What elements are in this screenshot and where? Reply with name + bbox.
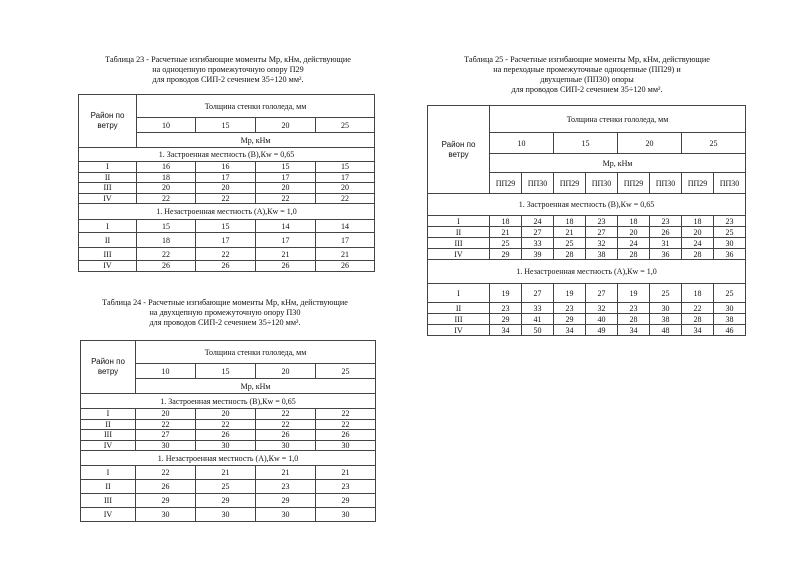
table-cell: IV xyxy=(81,440,136,451)
table-cell: 21 xyxy=(256,466,316,480)
thickness-cell: 15 xyxy=(196,118,256,133)
table-cell: 22 xyxy=(316,419,376,430)
table-cell: 23 xyxy=(316,480,376,494)
table-cell: II xyxy=(428,227,490,238)
table-cell: 26 xyxy=(196,430,256,441)
thickness-cell: 25 xyxy=(316,118,375,133)
table-cell: 32 xyxy=(586,303,618,314)
table25 xyxy=(427,105,746,336)
table-cell: 22 xyxy=(137,193,196,204)
table-cell: 25 xyxy=(490,238,522,249)
table-row xyxy=(428,227,746,238)
region-label-line: Район по xyxy=(91,357,125,366)
table-cell: 27 xyxy=(586,227,618,238)
table25-caption xyxy=(427,55,747,95)
table-cell: 18 xyxy=(682,284,714,303)
table-cell: 19 xyxy=(554,284,586,303)
caption-line: на одноцепную промежуточную опору П29 xyxy=(152,65,304,74)
type-cell: ПП30 xyxy=(714,173,746,194)
table-cell: 18 xyxy=(618,216,650,227)
table-cell: 50 xyxy=(522,325,554,336)
region-label-line: ветру xyxy=(97,121,118,130)
table-cell: 38 xyxy=(714,314,746,325)
table-cell: 25 xyxy=(714,284,746,303)
section-header: 1. Незастроенная местность (А),Кw = 1,0 xyxy=(81,451,376,466)
table-row xyxy=(428,314,746,325)
table-cell: 16 xyxy=(137,162,196,173)
table-cell: 34 xyxy=(682,325,714,336)
section-header: 1. Застроенная местность (В),Кw = 0,65 xyxy=(428,194,746,216)
table-cell: 17 xyxy=(256,172,316,183)
table-cell: 18 xyxy=(137,233,196,248)
table-cell: 30 xyxy=(714,303,746,314)
table-row xyxy=(79,172,375,183)
table-cell: 30 xyxy=(650,303,682,314)
table-cell: 21 xyxy=(316,466,376,480)
type-cell: ПП30 xyxy=(650,173,682,194)
table-cell: 22 xyxy=(682,303,714,314)
table-cell: 21 xyxy=(316,248,375,261)
table-cell: 25 xyxy=(196,480,256,494)
table-cell: 15 xyxy=(196,220,256,233)
table-cell: 40 xyxy=(586,314,618,325)
table-row xyxy=(428,249,746,260)
table-cell: I xyxy=(81,466,136,480)
table-cell: 22 xyxy=(256,409,316,420)
thickness-cell: 25 xyxy=(682,133,746,154)
table-cell: 17 xyxy=(316,233,375,248)
table-cell: 26 xyxy=(256,261,316,272)
table-cell: 32 xyxy=(586,238,618,249)
table-row xyxy=(428,238,746,249)
table-cell: 15 xyxy=(137,220,196,233)
table-cell: 29 xyxy=(490,249,522,260)
caption-line: для проводов СИП-2 сечением 35÷120 мм². xyxy=(149,318,301,327)
table-cell: IV xyxy=(428,249,490,260)
table-cell: 26 xyxy=(136,480,196,494)
table-cell: IV xyxy=(428,325,490,336)
table-cell: 27 xyxy=(586,284,618,303)
table-cell: III xyxy=(81,430,136,441)
ice-thickness-header: Толщина стенки гололеда, мм xyxy=(490,106,746,133)
table-cell: 19 xyxy=(618,284,650,303)
table-cell: 22 xyxy=(136,419,196,430)
table-cell: 22 xyxy=(316,409,376,420)
table-cell: 17 xyxy=(196,172,256,183)
thickness-cell: 15 xyxy=(554,133,618,154)
table-cell: 22 xyxy=(196,419,256,430)
table-cell: 20 xyxy=(316,183,375,194)
region-label-line: ветру xyxy=(448,149,469,159)
unit-cell: Мр, кНм xyxy=(137,133,375,148)
table-cell: 24 xyxy=(522,216,554,227)
table-cell: 33 xyxy=(522,238,554,249)
table-row xyxy=(81,430,376,441)
table-cell: 30 xyxy=(316,440,376,451)
thickness-cell: 25 xyxy=(316,364,376,379)
type-cell: ПП30 xyxy=(522,173,554,194)
table-cell: I xyxy=(428,216,490,227)
table-cell: 23 xyxy=(256,480,316,494)
table-cell: 27 xyxy=(522,284,554,303)
table-cell: II xyxy=(81,480,136,494)
table-cell: 20 xyxy=(196,183,256,194)
table-cell: 48 xyxy=(650,325,682,336)
table-row xyxy=(79,261,375,272)
table-cell: 20 xyxy=(137,183,196,194)
table-cell: 18 xyxy=(137,172,196,183)
table-cell: 28 xyxy=(682,314,714,325)
table-cell: 20 xyxy=(196,409,256,420)
table23-caption xyxy=(78,55,378,85)
region-label-line: Район по xyxy=(441,139,476,149)
thickness-cell: 20 xyxy=(256,118,316,133)
table-cell: 18 xyxy=(490,216,522,227)
caption-line: на двухцепную промежуточную опору П30 xyxy=(149,308,301,317)
thickness-cell: 20 xyxy=(256,364,316,379)
table-cell: 28 xyxy=(618,249,650,260)
table-cell: III xyxy=(79,248,137,261)
table-cell: 22 xyxy=(256,419,316,430)
table-cell: 30 xyxy=(316,508,376,522)
table-cell: 15 xyxy=(316,162,375,173)
table-cell: IV xyxy=(81,508,136,522)
table-cell: 23 xyxy=(650,216,682,227)
table-cell: 21 xyxy=(490,227,522,238)
table-cell: I xyxy=(428,284,490,303)
table-cell: III xyxy=(428,314,490,325)
table-cell: 30 xyxy=(256,440,316,451)
table-row xyxy=(81,508,376,522)
table-cell: 21 xyxy=(554,227,586,238)
table-row xyxy=(81,409,376,420)
table-cell: 28 xyxy=(618,314,650,325)
table-row xyxy=(81,494,376,508)
region-label-line: ветру xyxy=(97,367,119,376)
table-cell: 34 xyxy=(490,325,522,336)
type-cell: ПП29 xyxy=(554,173,586,194)
table-cell: 17 xyxy=(316,172,375,183)
table-cell: 22 xyxy=(316,193,375,204)
section-header: 1. Незастроенная местность (А),Кw = 1,0 xyxy=(428,260,746,284)
table-cell: 25 xyxy=(650,284,682,303)
table-cell: 22 xyxy=(136,466,196,480)
table-cell: I xyxy=(81,409,136,420)
section-header: 1. Застроенная местность (В),Кw = 0,65 xyxy=(79,148,375,162)
table-cell: 17 xyxy=(196,233,256,248)
table-cell: 30 xyxy=(256,508,316,522)
table-cell: IV xyxy=(79,193,137,204)
region-header xyxy=(81,341,136,394)
table-cell: 26 xyxy=(137,261,196,272)
table-cell: 20 xyxy=(256,183,316,194)
table-cell: 23 xyxy=(586,216,618,227)
table-row xyxy=(428,303,746,314)
table-cell: 15 xyxy=(256,162,316,173)
table-cell: 14 xyxy=(256,220,316,233)
table-cell: 29 xyxy=(256,494,316,508)
table-cell: 26 xyxy=(650,227,682,238)
region-header xyxy=(428,106,490,194)
table-cell: 30 xyxy=(196,440,256,451)
table-cell: 38 xyxy=(650,314,682,325)
table24-caption xyxy=(75,298,375,328)
region-header xyxy=(79,95,137,148)
table-cell: II xyxy=(81,419,136,430)
table-cell: 26 xyxy=(316,430,376,441)
table-cell: 22 xyxy=(256,193,316,204)
table-row xyxy=(79,248,375,261)
table-cell: 49 xyxy=(586,325,618,336)
table23 xyxy=(78,94,375,272)
table-cell: 14 xyxy=(316,220,375,233)
table-cell: I xyxy=(79,220,137,233)
table-cell: III xyxy=(81,494,136,508)
table-cell: 34 xyxy=(618,325,650,336)
table-row xyxy=(81,466,376,480)
table-cell: 16 xyxy=(196,162,256,173)
table-cell: 23 xyxy=(714,216,746,227)
type-cell: ПП29 xyxy=(618,173,650,194)
table-cell: 34 xyxy=(554,325,586,336)
table-cell: 36 xyxy=(650,249,682,260)
table-cell: 20 xyxy=(618,227,650,238)
table-row xyxy=(81,419,376,430)
table-row xyxy=(79,233,375,248)
table-cell: 41 xyxy=(522,314,554,325)
ice-thickness-header: Толщина стенки гололеда, мм xyxy=(136,341,376,364)
table-cell: 18 xyxy=(682,216,714,227)
table-cell: 30 xyxy=(136,440,196,451)
table-cell: 30 xyxy=(714,238,746,249)
table-cell: 22 xyxy=(137,248,196,261)
table-cell: 29 xyxy=(554,314,586,325)
caption-line: для проводов СИП-2 сечением 35÷120 мм². xyxy=(152,75,304,84)
table-row xyxy=(79,162,375,173)
table-row xyxy=(79,183,375,194)
table-cell: 33 xyxy=(522,303,554,314)
type-cell: ПП30 xyxy=(586,173,618,194)
thickness-cell: 10 xyxy=(137,118,196,133)
table-cell: 23 xyxy=(554,303,586,314)
table-cell: 27 xyxy=(136,430,196,441)
table-cell: 30 xyxy=(136,508,196,522)
type-cell: ПП29 xyxy=(490,173,522,194)
thickness-cell: 15 xyxy=(196,364,256,379)
table-cell: 20 xyxy=(136,409,196,420)
ice-thickness-header: Толщина стенки гололеда, мм xyxy=(137,95,375,118)
table-row xyxy=(79,193,375,204)
unit-cell: Мр, кНм xyxy=(490,154,746,173)
table-cell: 26 xyxy=(256,430,316,441)
table-cell: 29 xyxy=(136,494,196,508)
table-cell: 18 xyxy=(554,216,586,227)
section-header: 1. Застроенная местность (В),Кw = 0,65 xyxy=(81,394,376,409)
table-cell: 21 xyxy=(256,248,316,261)
table-cell: 28 xyxy=(682,249,714,260)
table-cell: I xyxy=(79,162,137,173)
table-row xyxy=(428,325,746,336)
unit-cell: Мр, кНм xyxy=(136,379,376,394)
table-cell: 23 xyxy=(618,303,650,314)
table-cell: 30 xyxy=(196,508,256,522)
table-cell: 29 xyxy=(316,494,376,508)
table-row xyxy=(81,480,376,494)
caption-line: Таблица 24 - Расчетные изгибающие моменты Мр, кНм, действующие xyxy=(102,298,348,307)
table-row xyxy=(81,440,376,451)
table-cell: 36 xyxy=(714,249,746,260)
table-cell: 24 xyxy=(618,238,650,249)
table24 xyxy=(80,340,376,522)
table-cell: 25 xyxy=(714,227,746,238)
thickness-cell: 20 xyxy=(618,133,682,154)
table-cell: II xyxy=(428,303,490,314)
table-cell: 21 xyxy=(196,466,256,480)
table-cell: 28 xyxy=(554,249,586,260)
caption-line: на переходные промежуточные одноцепные (ПП29) и xyxy=(493,65,681,74)
caption-line: Таблица 23 - Расчетные изгибающие моменты Мр, кНм, действующие xyxy=(105,55,351,64)
table-cell: 25 xyxy=(554,238,586,249)
thickness-cell: 10 xyxy=(490,133,554,154)
table-row xyxy=(428,284,746,303)
table-cell: 26 xyxy=(196,261,256,272)
table-cell: 20 xyxy=(682,227,714,238)
table-cell: 29 xyxy=(490,314,522,325)
table-row xyxy=(428,216,746,227)
table-cell: 24 xyxy=(682,238,714,249)
table-row xyxy=(79,220,375,233)
section-header: 1. Незастроенная местность (А),Кw = 1,0 xyxy=(79,204,375,220)
table-cell: II xyxy=(79,233,137,248)
table-cell: IV xyxy=(79,261,137,272)
type-cell: ПП29 xyxy=(682,173,714,194)
table-cell: 23 xyxy=(490,303,522,314)
caption-line: Таблица 25 - Расчетные изгибающие моменты Мр, кНм, действующие xyxy=(464,55,710,64)
table-cell: 22 xyxy=(196,248,256,261)
table-cell: 31 xyxy=(650,238,682,249)
table-cell: 39 xyxy=(522,249,554,260)
table-cell: III xyxy=(428,238,490,249)
table-cell: 27 xyxy=(522,227,554,238)
caption-line: двухцепные (ПП30) опоры xyxy=(540,75,634,84)
table-cell: 17 xyxy=(256,233,316,248)
thickness-cell: 10 xyxy=(136,364,196,379)
table-cell: 29 xyxy=(196,494,256,508)
table-cell: 22 xyxy=(196,193,256,204)
table-cell: 38 xyxy=(586,249,618,260)
table-cell: II xyxy=(79,172,137,183)
table-cell: III xyxy=(79,183,137,194)
region-label-line: Район по xyxy=(90,111,125,120)
table-cell: 19 xyxy=(490,284,522,303)
caption-line: для проводов СИП-2 сечением 35÷120 мм². xyxy=(511,85,663,94)
table-cell: 46 xyxy=(714,325,746,336)
table-cell: 26 xyxy=(316,261,375,272)
